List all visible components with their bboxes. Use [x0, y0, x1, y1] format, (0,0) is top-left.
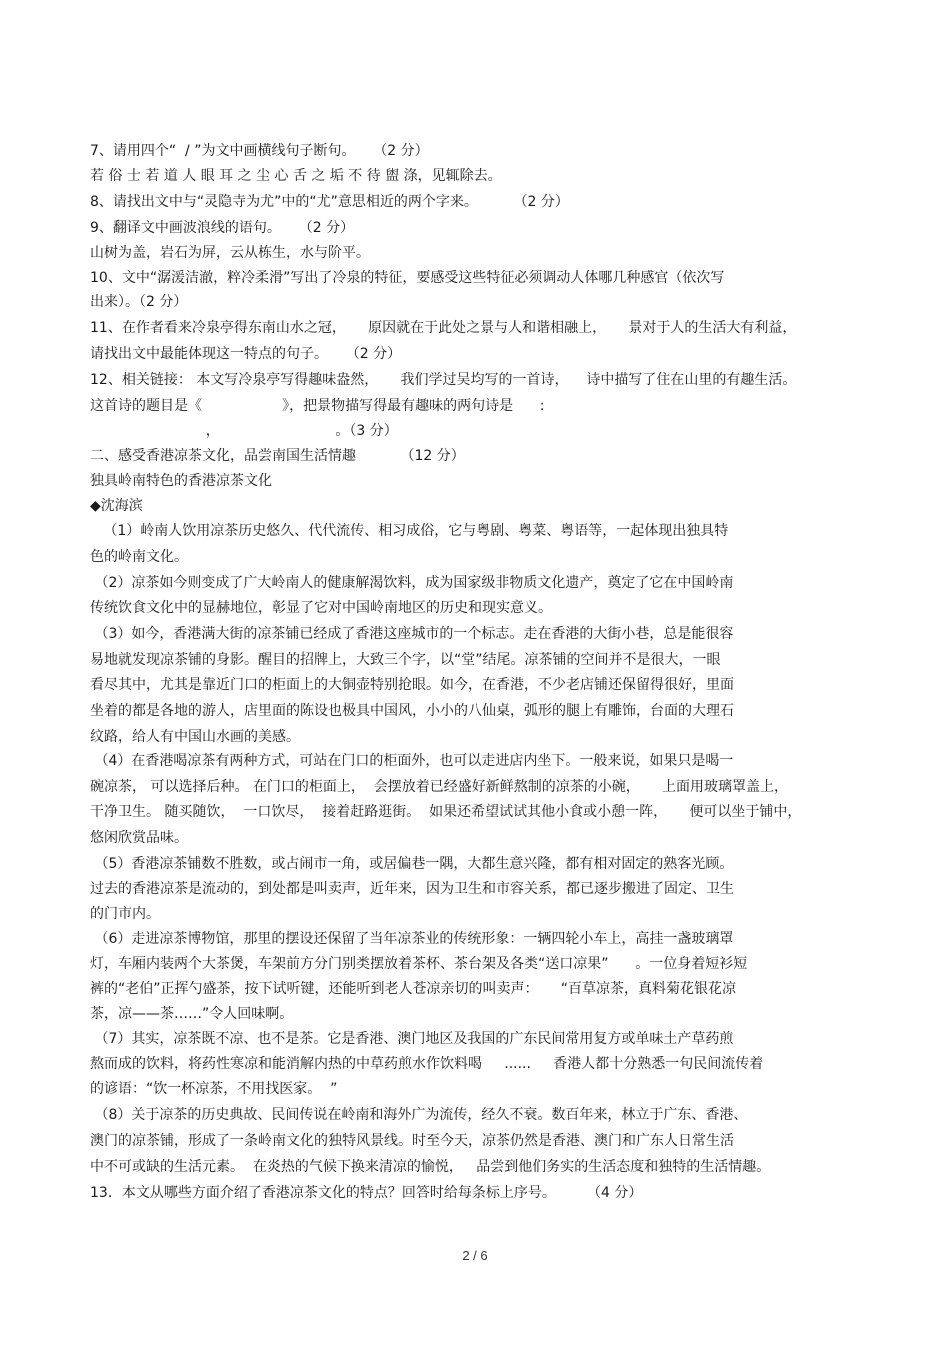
text-line: （7）其实，凉茶既不凉、也不是茶。它是香港、澳门地区及我国的广东民间常用复方或单味土产草药煎 [90, 1031, 734, 1047]
text-line: 的门市内。 [90, 906, 160, 922]
text-line: 裤的“老伯”正挥勺盛茶，按下试听键，还能听到老人苍凉亲切的叫卖声： “百草凉茶，真料菊花银花凉 [90, 981, 737, 997]
text-line: 过去的香港凉茶是流动的，到处都是叫卖声，近年来，因为卫生和市容关系，都已逐步搬进了固定、卫生 [90, 881, 734, 897]
text-line: 灯，车厢内装两个大茶煲，车架前方分门别类摆放着茶杯、茶台架及各类“送口凉果” 。一位身着短衫短 [90, 956, 748, 972]
text-line: （2）凉茶如今则变成了广大岭南人的健康解渴饮料，成为国家级非物质文化遗产，奠定了它在中国岭南 [90, 575, 734, 591]
text-line: 纹路，给人有中国山水画的美感。 [90, 729, 300, 745]
text-line: 10、文中“潺湲洁澈，粹冷柔滑”写出了冷泉的特征，要感受这些特征必须调动人体哪几种感官（依次写 [90, 270, 725, 286]
text-line: 色的岭南文化。 [90, 549, 188, 565]
text-line: 中不可或缺的生活元素。 在炎热的气候下换来清凉的愉悦， 品尝到他们务实的生活态度和独特的生活情趣。 [90, 1159, 771, 1175]
text-line: 澳门的凉茶铺，形成了一条岭南文化的独特风景线。时至今天，凉茶仍然是香港、澳门和广东人日常生活 [90, 1133, 734, 1149]
text-line: （8）关于凉茶的历史典故、民间传说在岭南和海外广为流传，经久不衰。数百年来，林立于广东、香港、 [90, 1107, 748, 1123]
text-line: 坐着的都是各地的游人，店里面的陈设也极具中国风，小小的八仙桌，弧形的腿上有雕饰，台面的大理石 [90, 703, 734, 719]
text-line: 悠闲欣赏品味。 [90, 830, 188, 846]
text-line: 干净卫生。 随买随饮， 一口饮尽， 接着赶路逛街。 如果还希望试试其他小食或小憩一阵， 便可以坐于铺中， [90, 804, 802, 820]
text-line: 山树为盖，岩石为屏，云从栋生，水与阶平。 [90, 245, 370, 261]
text-line: 的谚语：“饮一杯凉茶，不用找医家。 ” [90, 1081, 338, 1097]
text-line: ◆沈海滨 [90, 498, 143, 514]
text-line: 易地就发现凉茶铺的身影。醒目的招牌上，大致三个字，以“堂”结尾。凉茶铺的空间并不是很大，一眼 [90, 652, 721, 668]
text-line: 独具岭南特色的香港凉茶文化 [90, 473, 272, 489]
text-line: 传统饮食文化中的显赫地位，彰显了它对中国岭南地区的历史和现实意义。 [90, 600, 552, 616]
text-line: ， 。（3 分） [90, 423, 398, 439]
text-line: 请找出文中最能体现这一特点的句子。 （2 分） [90, 346, 402, 362]
text-line: 13．本文从哪些方面介绍了香港凉茶文化的特点？回答时给每条标上序号。 （4 分） [90, 1185, 643, 1201]
text-line: 二、感受香港凉茶文化，品尝南国生活情趣 （12 分） [90, 448, 465, 464]
text-line: 这首诗的题目是《 》，把景物描写得最有趣味的两句诗是 : [90, 398, 545, 414]
text-line: 熬而成的饮料，将药性寒凉和能消解内热的中草药煎水作饮料喝 ...... 香港人都十分熟悉一句民间流传着 [90, 1056, 764, 1072]
text-line: 若 俗 士 若 道 人 眼 耳 之 尘 心 舌 之 垢 不 待 盥 涤，见辄除去。 [90, 168, 502, 184]
text-line: （4）在香港喝凉茶有两种方式，可站在门口的柜面外，也可以走进店内坐下。一般来说，如果只是喝一 [90, 753, 734, 769]
text-line: 11、在作者看来冷泉亭得东南山水之冠， 原因就在于此处之景与人和谐相融上， 景对于人的生活大有利益， [90, 320, 797, 336]
text-line: 出来）。（2 分） [90, 294, 188, 310]
text-line: 碗凉茶， 可以选择后种。 在门口的柜面上， 会摆放着已经盛好新鲜熬制的凉茶的小碗， 上面用玻璃罩盖上， [90, 779, 789, 795]
page-number: 2 / 6 [462, 1248, 488, 1263]
text-line: 看尽其中，尤其是靠近门口的柜面上的大铜壶特别抢眼。如今，在香港，不少老店铺还保留得很好，里面 [90, 677, 734, 693]
text-line: 7、请用四个“ / ”为文中画横线句子断句。 （2 分） [90, 143, 429, 159]
text-line: （3）如今，香港满大街的凉茶铺已经成了香港这座城市的一个标志。走在香港的大街小巷，总是能很容 [90, 626, 734, 642]
text-line: 9、翻译文中画波浪线的语句。 （2 分） [90, 220, 355, 236]
text-line: 8、请找出文中与“灵隐寺为尤”中的“尤”意思相近的两个字来。 （2 分） [90, 194, 569, 210]
text-line: （6）走进凉茶博物馆，那里的摆设还保留了当年凉茶业的传统形象：一辆四轮小车上，高挂一盏玻璃罩 [90, 931, 734, 947]
text-line: 茶，凉——茶……”令人回味啊。 [90, 1006, 294, 1022]
text-line: （5）香港凉茶铺数不胜数，或占闹市一角，或居偏巷一隅，大都生意兴隆，都有相对固定的熟客光顾。 [90, 856, 734, 872]
text-line: （1）岭南人饮用凉茶历史悠久、代代流传、相习成俗，它与粤剧、粤菜、粤语等，一起体现出独具特 [90, 523, 729, 539]
text-line: 12、相关链接： 本文写冷泉亭写得趣味盎然， 我们学过吴均写的一首诗， 诗中描写了住在山里的有趣生活。 [90, 372, 797, 388]
